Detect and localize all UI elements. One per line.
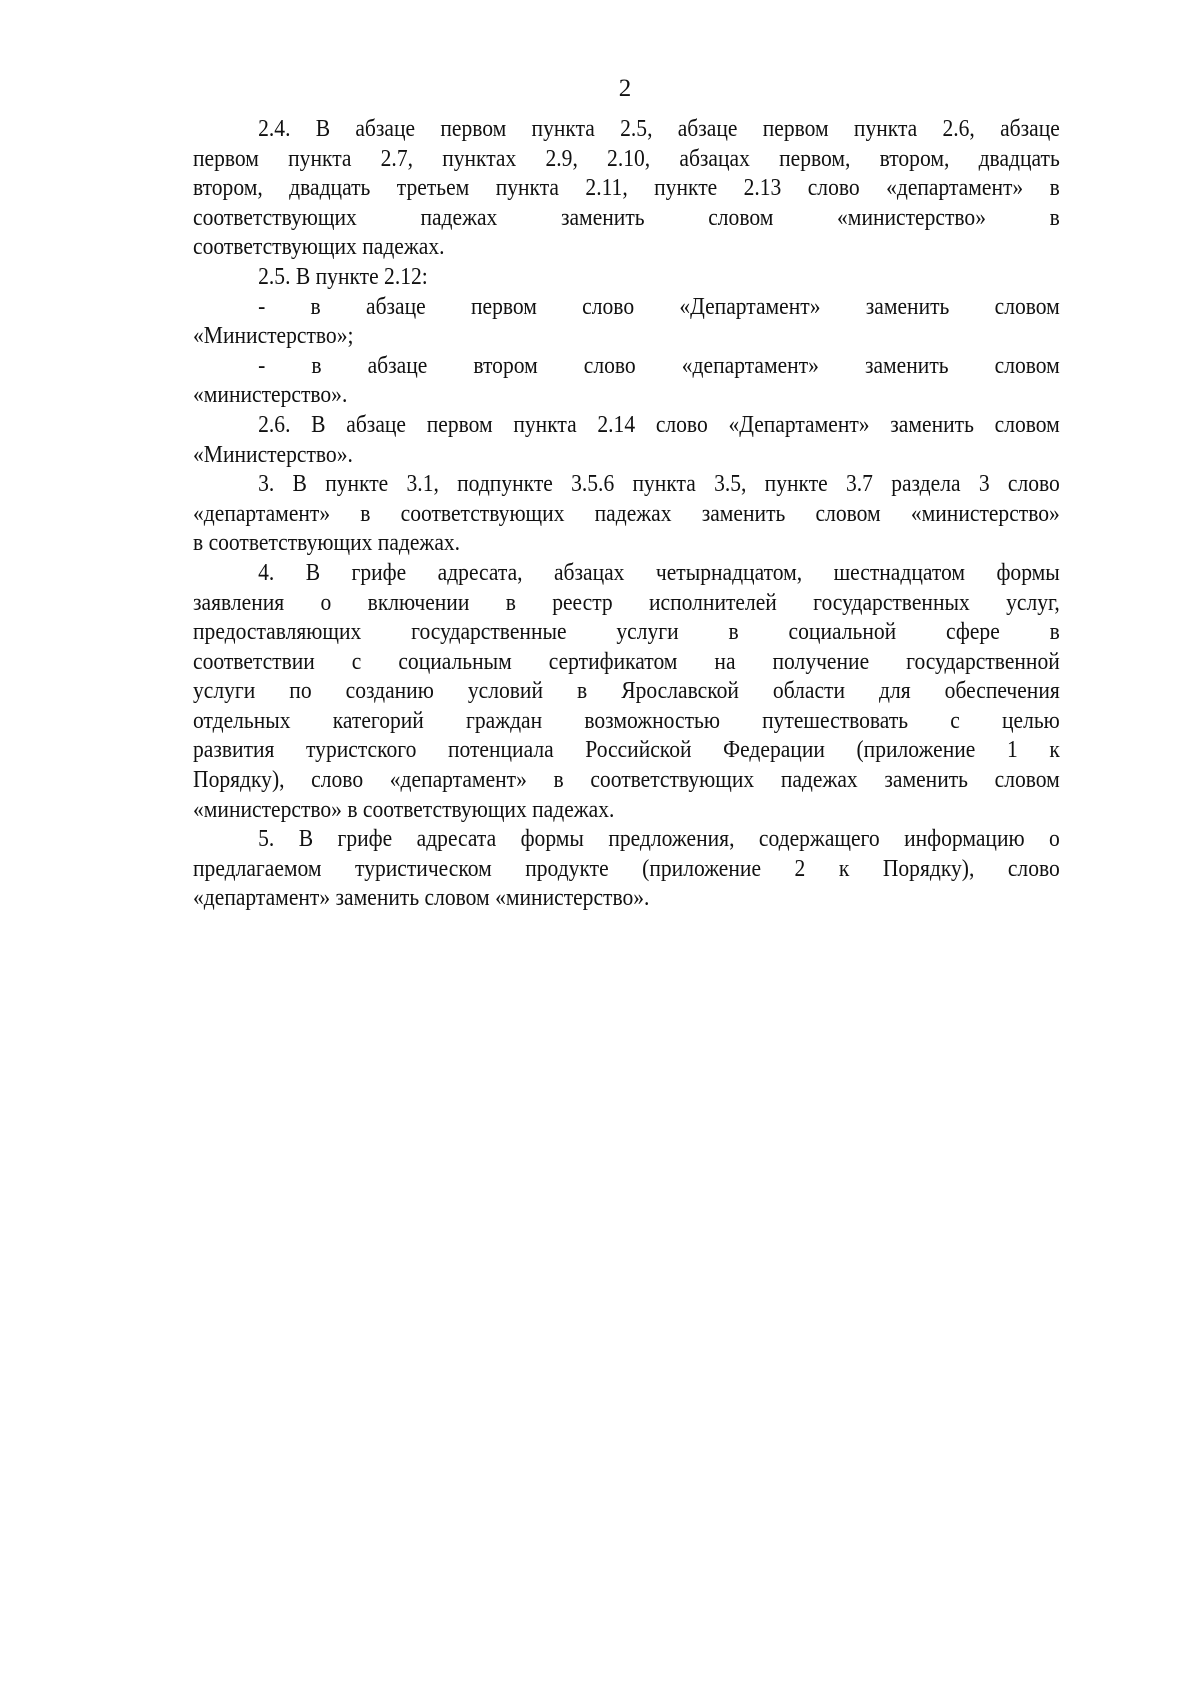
paragraph-line: соответствии с социальным сертификатом на получение государственной: [193, 647, 1060, 675]
paragraph-line: «министерство».: [193, 381, 348, 409]
paragraph-line: предоставляющих государственные услуги в социальной сфере в: [193, 618, 1060, 646]
paragraph: [193, 824, 1060, 913]
paragraph-line: развития туристского потенциала Российской Федерации (приложение 1 к: [193, 736, 1060, 764]
paragraph: [193, 410, 1060, 469]
paragraph-line: 5. В грифе адресата формы предложения, содержащего информацию о: [258, 825, 1060, 853]
paragraph: [193, 262, 1060, 292]
paragraph: [193, 114, 1060, 262]
paragraph: [193, 469, 1060, 558]
paragraph-line: «департамент» в соответствующих падежах заменить словом «министерство»: [193, 499, 1060, 527]
paragraph-line: соответствующих падежах.: [193, 233, 445, 261]
paragraph-line: втором, двадцать третьем пункта 2.11, пункте 2.13 слово «департамент» в: [193, 174, 1060, 202]
paragraph-line: - в абзаце первом слово «Департамент» заменить словом: [258, 292, 1060, 320]
paragraph: [193, 292, 1060, 351]
paragraph-line: услуги по созданию условий в Ярославской области для обеспечения: [193, 677, 1060, 705]
paragraph-line: «Министерство».: [193, 440, 353, 468]
paragraph-line: отдельных категорий граждан возможностью путешествовать с целью: [193, 706, 1060, 734]
paragraph-line: первом пункта 2.7, пунктах 2.9, 2.10, абзацах первом, втором, двадцать: [193, 144, 1060, 172]
paragraph-line: 2.6. В абзаце первом пункта 2.14 слово «Департамент» заменить словом: [258, 410, 1060, 438]
paragraph-line: 4. В грифе адресата, абзацах четырнадцатом, шестнадцатом формы: [258, 558, 1060, 586]
paragraph-line: в соответствующих падежах.: [193, 529, 461, 557]
paragraph: [193, 558, 1060, 824]
paragraph-line: 2.4. В абзаце первом пункта 2.5, абзаце первом пункта 2.6, абзаце: [258, 115, 1060, 142]
paragraph-line: «Министерство»;: [193, 322, 354, 350]
paragraph-line: Порядку), слово «департамент» в соответствующих падежах заменить словом: [193, 766, 1060, 794]
page-number: 2: [618, 75, 632, 102]
paragraph-line: - в абзаце втором слово «департамент» заменить словом: [258, 351, 1060, 379]
paragraph-line: «министерство» в соответствующих падежах.: [193, 795, 615, 823]
paragraph-line: 3. В пункте 3.1, подпункте 3.5.6 пункта 3.5, пункте 3.7 раздела 3 слово: [258, 470, 1060, 498]
paragraph-line: «департамент» заменить словом «министерство».: [193, 884, 650, 912]
paragraph-line: соответствующих падежах заменить словом «министерство» в: [193, 203, 1060, 231]
paragraph-line: 2.5. В пункте 2.12:: [258, 262, 428, 290]
document-body: [193, 114, 1060, 913]
paragraph-line: предлагаемом туристическом продукте (приложение 2 к Порядку), слово: [193, 854, 1060, 882]
paragraph: [193, 351, 1060, 410]
paragraph-line: заявления о включении в реестр исполнителей государственных услуг,: [193, 588, 1060, 616]
